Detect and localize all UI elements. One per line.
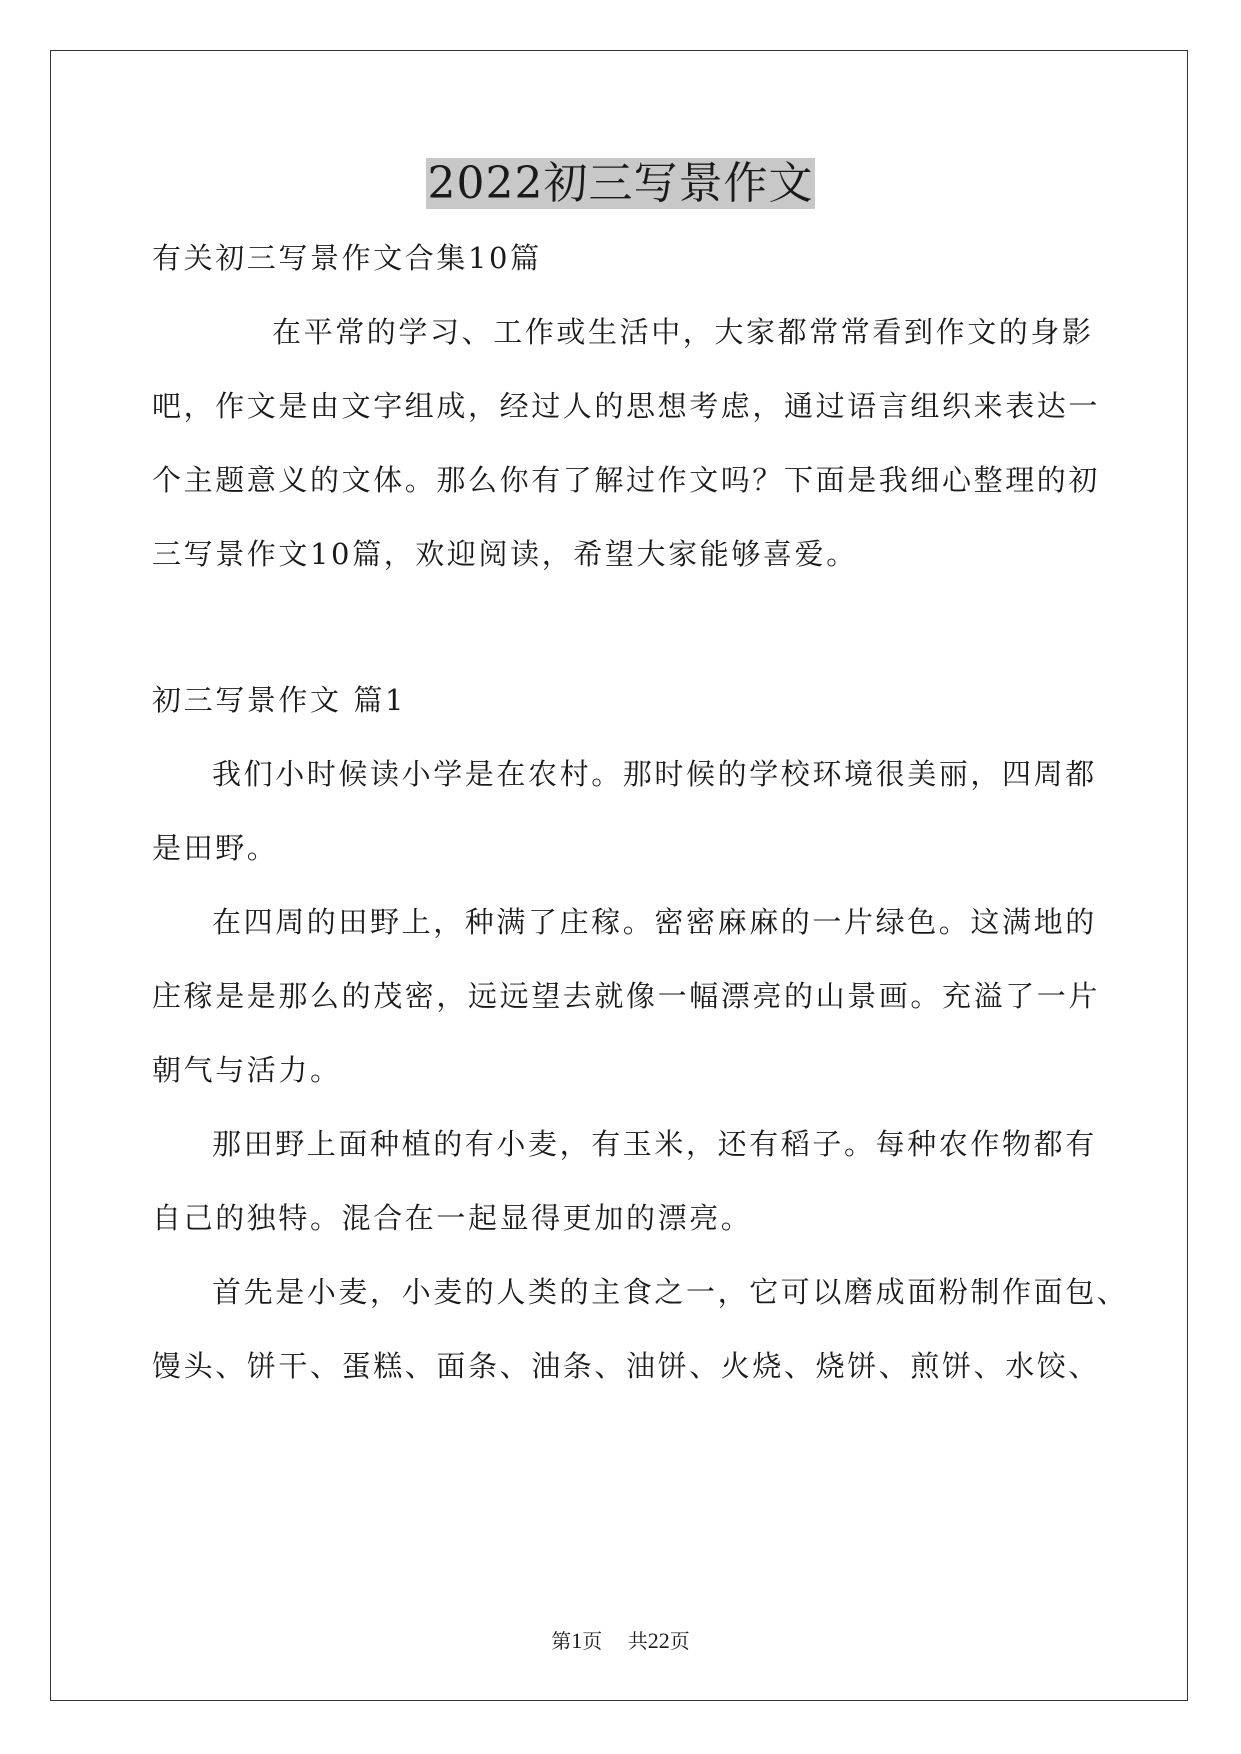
document-title <box>0 156 1241 212</box>
paragraph-4-line-1: 首先是小麦，小麦的人类的主食之一，它可以磨成面粉制作面包、 <box>212 1275 1129 1309</box>
page-suffix: 页 <box>582 1629 603 1653</box>
intro-line-1: 在平常的学习、工作或生活中，大家都常常看到作文的身影 <box>272 315 1094 349</box>
paragraph-1-line-2: 是田野。 <box>152 831 279 865</box>
paragraph-2-line-2: 庄稼是是那么的茂密，远远望去就像一幅漂亮的山景画。充溢了一片 <box>152 979 1101 1013</box>
document-title-text: 2022初三写景作文 <box>427 158 814 209</box>
page-footer <box>0 1628 1241 1654</box>
section-heading: 初三写景作文 篇1 <box>152 683 407 717</box>
total-pages: 22 <box>647 1628 670 1653</box>
total-prefix: 共 <box>627 1629 648 1653</box>
paragraph-2-line-1: 在四周的田野上，种满了庄稼。密密麻麻的一片绿色。这满地的 <box>212 905 1097 939</box>
intro-line-4: 三写景作文10篇，欢迎阅读，希望大家能够喜爱。 <box>152 537 858 571</box>
paragraph-4-line-2: 馒头、饼干、蛋糕、面条、油条、油饼、火烧、烧饼、煎饼、水饺、 <box>152 1349 1101 1383</box>
paragraph-3-line-2: 自己的独特。混合在一起显得更加的漂亮。 <box>152 1201 753 1235</box>
page-prefix: 第 <box>551 1629 572 1653</box>
total-suffix: 页 <box>669 1629 690 1653</box>
page-number: 1 <box>571 1628 583 1653</box>
intro-line-3: 个主题意义的文体。那么你有了解过作文吗？下面是我细心整理的初 <box>152 463 1101 497</box>
paragraph-1-line-1: 我们小时候读小学是在农村。那时候的学校环境很美丽，四周都 <box>212 757 1097 791</box>
paragraph-2-line-3: 朝气与活力。 <box>152 1053 342 1087</box>
page-border <box>50 50 1188 1701</box>
document-subtitle: 有关初三写景作文合集10篇 <box>152 241 542 275</box>
paragraph-3-line-1: 那田野上面种植的有小麦，有玉米，还有稻子。每种农作物都有 <box>212 1127 1097 1161</box>
intro-line-2: 吧，作文是由文字组成，经过人的思想考虑，通过语言组织来表达一 <box>152 389 1101 423</box>
